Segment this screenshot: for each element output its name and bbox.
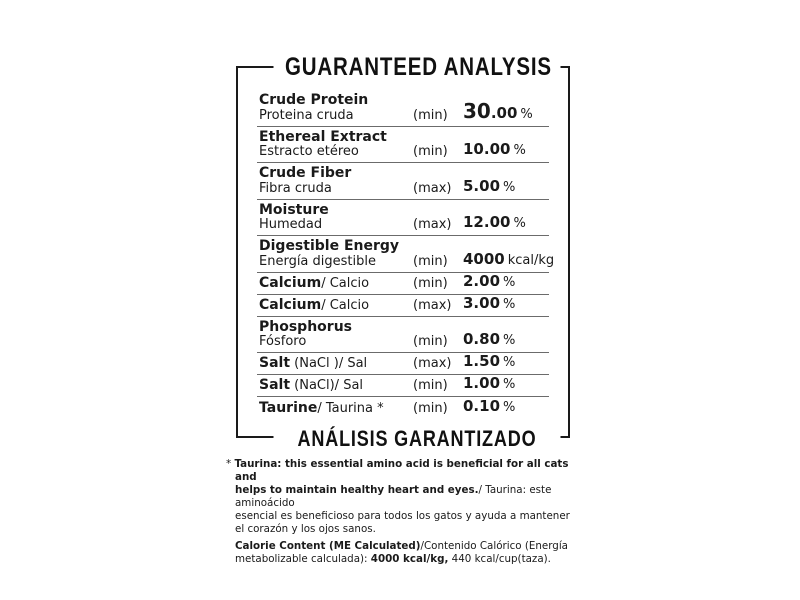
name-line (259, 275, 369, 292)
unit: % (503, 274, 516, 290)
value (463, 374, 515, 394)
value-number: 0.80 (463, 330, 501, 348)
qualifier: (min) (413, 401, 448, 416)
qualifier: (min) (413, 378, 448, 393)
name-en: Salt (259, 355, 291, 371)
name-es: / Calcio (321, 297, 370, 313)
name-es: Estracto etéreo (259, 144, 359, 159)
value-number: 5.00 (463, 176, 501, 195)
row-taurine (257, 397, 549, 419)
row-crude-protein (257, 90, 549, 127)
qualifier: (min) (413, 144, 448, 159)
name-en: Crude Fiber (259, 165, 352, 181)
name-en: Phosphorus (259, 318, 352, 335)
value-number: 3.00 (463, 293, 501, 312)
row-digestible-energy (257, 236, 555, 273)
value (463, 250, 554, 270)
name-line (259, 297, 369, 314)
value-number: 10.00 (463, 140, 511, 158)
name-en: Taurine (259, 400, 318, 416)
name-line (259, 355, 367, 372)
value-integer: 30 (463, 98, 491, 123)
unit: % (520, 106, 533, 122)
asterisk: * (226, 458, 232, 470)
unit: % (503, 179, 516, 195)
calorie-content-es: /Contenido Calórico (Energía (420, 540, 568, 552)
row-ethereal-extract (257, 127, 549, 164)
title-guaranteed-analysis: GUARANTEED ANALYSIS (274, 53, 561, 81)
taurine-note-line-3: esencial es beneficioso para todos los gatos y ayuda a mantener (235, 510, 570, 522)
calorie-content-label: Calorie Content (ME Calculated) (235, 540, 421, 552)
name-en: Moisture (259, 201, 329, 218)
name-en: Calcium (259, 274, 322, 291)
name-es: Humedad (259, 217, 323, 232)
value-number: 2.00 (463, 271, 501, 290)
qualifier: (min) (413, 107, 448, 123)
unit: % (503, 333, 516, 348)
qualifier: (max) (413, 180, 452, 196)
name-es: (NaCl )/ Sal (290, 356, 368, 371)
value (463, 140, 526, 160)
taurine-note-bold-1: Taurina: this essential amino acid is beneficial for all cats and (234, 458, 569, 483)
value-number: 1.00 (463, 374, 501, 392)
name-es: Fibra cruda (259, 180, 332, 196)
value (463, 272, 515, 292)
title-analisis-garantizado: ANÁLISIS GARANTIZADO (274, 426, 561, 452)
calorie-content-line-1 (226, 540, 586, 553)
calorie-kcal-kg: 4000 kcal/kg, (370, 553, 449, 565)
calorie-content-line-2 (226, 553, 586, 566)
name-es: / Taurina * (317, 401, 384, 416)
qualifier: (min) (413, 253, 448, 269)
name-es: (NaCl)/ Sal (290, 378, 364, 393)
calorie-es-2: metabolizable calculada): (235, 553, 371, 565)
name-en: Ethereal Extract (259, 128, 387, 145)
value-number: 12.00 (463, 213, 511, 231)
unit: % (503, 377, 516, 392)
taurine-note-line-2 (226, 484, 586, 510)
name-line (259, 400, 384, 417)
unit: % (503, 296, 516, 312)
analysis-table (257, 90, 555, 419)
value (463, 177, 515, 197)
qualifier: (max) (413, 217, 452, 232)
unit: kcal/kg (507, 252, 555, 268)
calorie-kcal-cup: 440 kcal/cup(taza). (448, 553, 551, 565)
unit: % (503, 355, 516, 370)
row-crude-fiber (257, 163, 549, 200)
name-es: Proteina cruda (259, 107, 354, 123)
taurine-note-line-4: el corazón y los ojos sanos. (235, 523, 376, 535)
taurine-note-es-1: / Taurina: este aminoácido (235, 484, 552, 509)
value (463, 294, 515, 314)
unit: % (513, 216, 526, 231)
value (463, 352, 515, 372)
name-line (259, 377, 363, 394)
value (463, 330, 515, 350)
qualifier: (min) (413, 334, 448, 349)
row-salt-min (257, 375, 549, 397)
value (463, 98, 533, 124)
row-calcium-max (257, 295, 549, 317)
value-number: 1.50 (463, 352, 501, 370)
row-salt-max (257, 353, 549, 375)
qualifier: (min) (413, 275, 448, 291)
value (463, 397, 515, 417)
row-phosphorus (257, 317, 549, 354)
unit: % (513, 143, 526, 158)
value-number: 4000 (463, 249, 505, 268)
taurine-note-bold-2: helps to maintain healthy heart and eyes. (235, 484, 479, 496)
qualifier: (max) (413, 297, 452, 313)
value-decimal: .00 (490, 103, 518, 122)
qualifier: (max) (413, 356, 452, 371)
value (463, 213, 526, 233)
unit: % (503, 400, 516, 415)
row-calcium-min (257, 273, 549, 295)
name-es: Energía digestible (259, 253, 376, 269)
name-en: Digestible Energy (259, 238, 400, 254)
row-moisture (257, 200, 549, 237)
name-es: / Calcio (321, 275, 370, 291)
value-number: 0.10 (463, 397, 501, 415)
name-en: Crude Protein (259, 92, 369, 108)
taurine-note (226, 458, 586, 484)
footnotes (226, 458, 586, 566)
name-en: Calcium (259, 296, 322, 313)
name-es: Fósforo (259, 334, 307, 349)
name-en: Salt (259, 377, 291, 393)
